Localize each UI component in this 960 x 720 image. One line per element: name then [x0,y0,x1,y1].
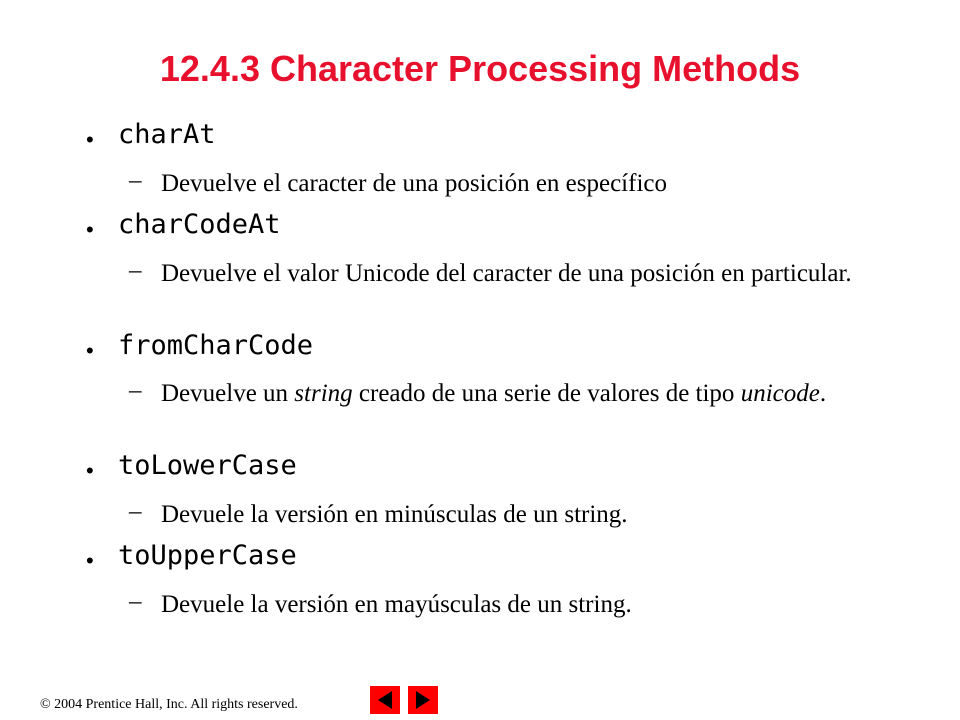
left-arrow-icon [378,691,392,709]
dash-icon: – [129,498,142,525]
description-text: Devuelve el valor Unicode del caracter de una posición en particular. [161,260,852,287]
next-slide-button[interactable] [408,686,438,714]
right-arrow-icon [416,691,430,709]
bullet-icon: • [86,548,94,573]
copyright-footer: © 2004 Prentice Hall, Inc. All rights reserved. [40,697,298,712]
dash-icon: – [129,588,142,615]
dash-icon: – [129,167,142,194]
description-text: Devuelve el caracter de una posición en específico [161,170,667,197]
method-name: fromCharCode [118,330,314,361]
description-text [161,377,861,410]
dash-icon: – [129,257,142,284]
bullet-icon: • [86,338,94,363]
description-part: . [819,380,827,407]
method-name: toLowerCase [118,450,297,481]
method-name: toUpperCase [118,540,297,571]
bullet-icon: • [86,458,94,483]
description-part-italic: unicode [740,380,820,407]
description-text: Devuele la versión en mayúsculas de un string. [161,591,632,618]
slide-title: 12.4.3 Character Processing Methods [159,48,801,89]
method-name: charAt [118,119,216,150]
bullet-icon: • [86,217,94,242]
method-name: charCodeAt [118,209,281,240]
description-part: Devuelve un [161,380,295,407]
description-part: creado de una serie de valores de tipo [352,380,741,407]
bullet-icon: • [86,127,94,152]
description-text: Devuele la versión en minúsculas de un string. [161,501,628,528]
prev-slide-button[interactable] [370,686,400,714]
description-part-italic: string [294,380,353,407]
dash-icon: – [129,377,142,404]
